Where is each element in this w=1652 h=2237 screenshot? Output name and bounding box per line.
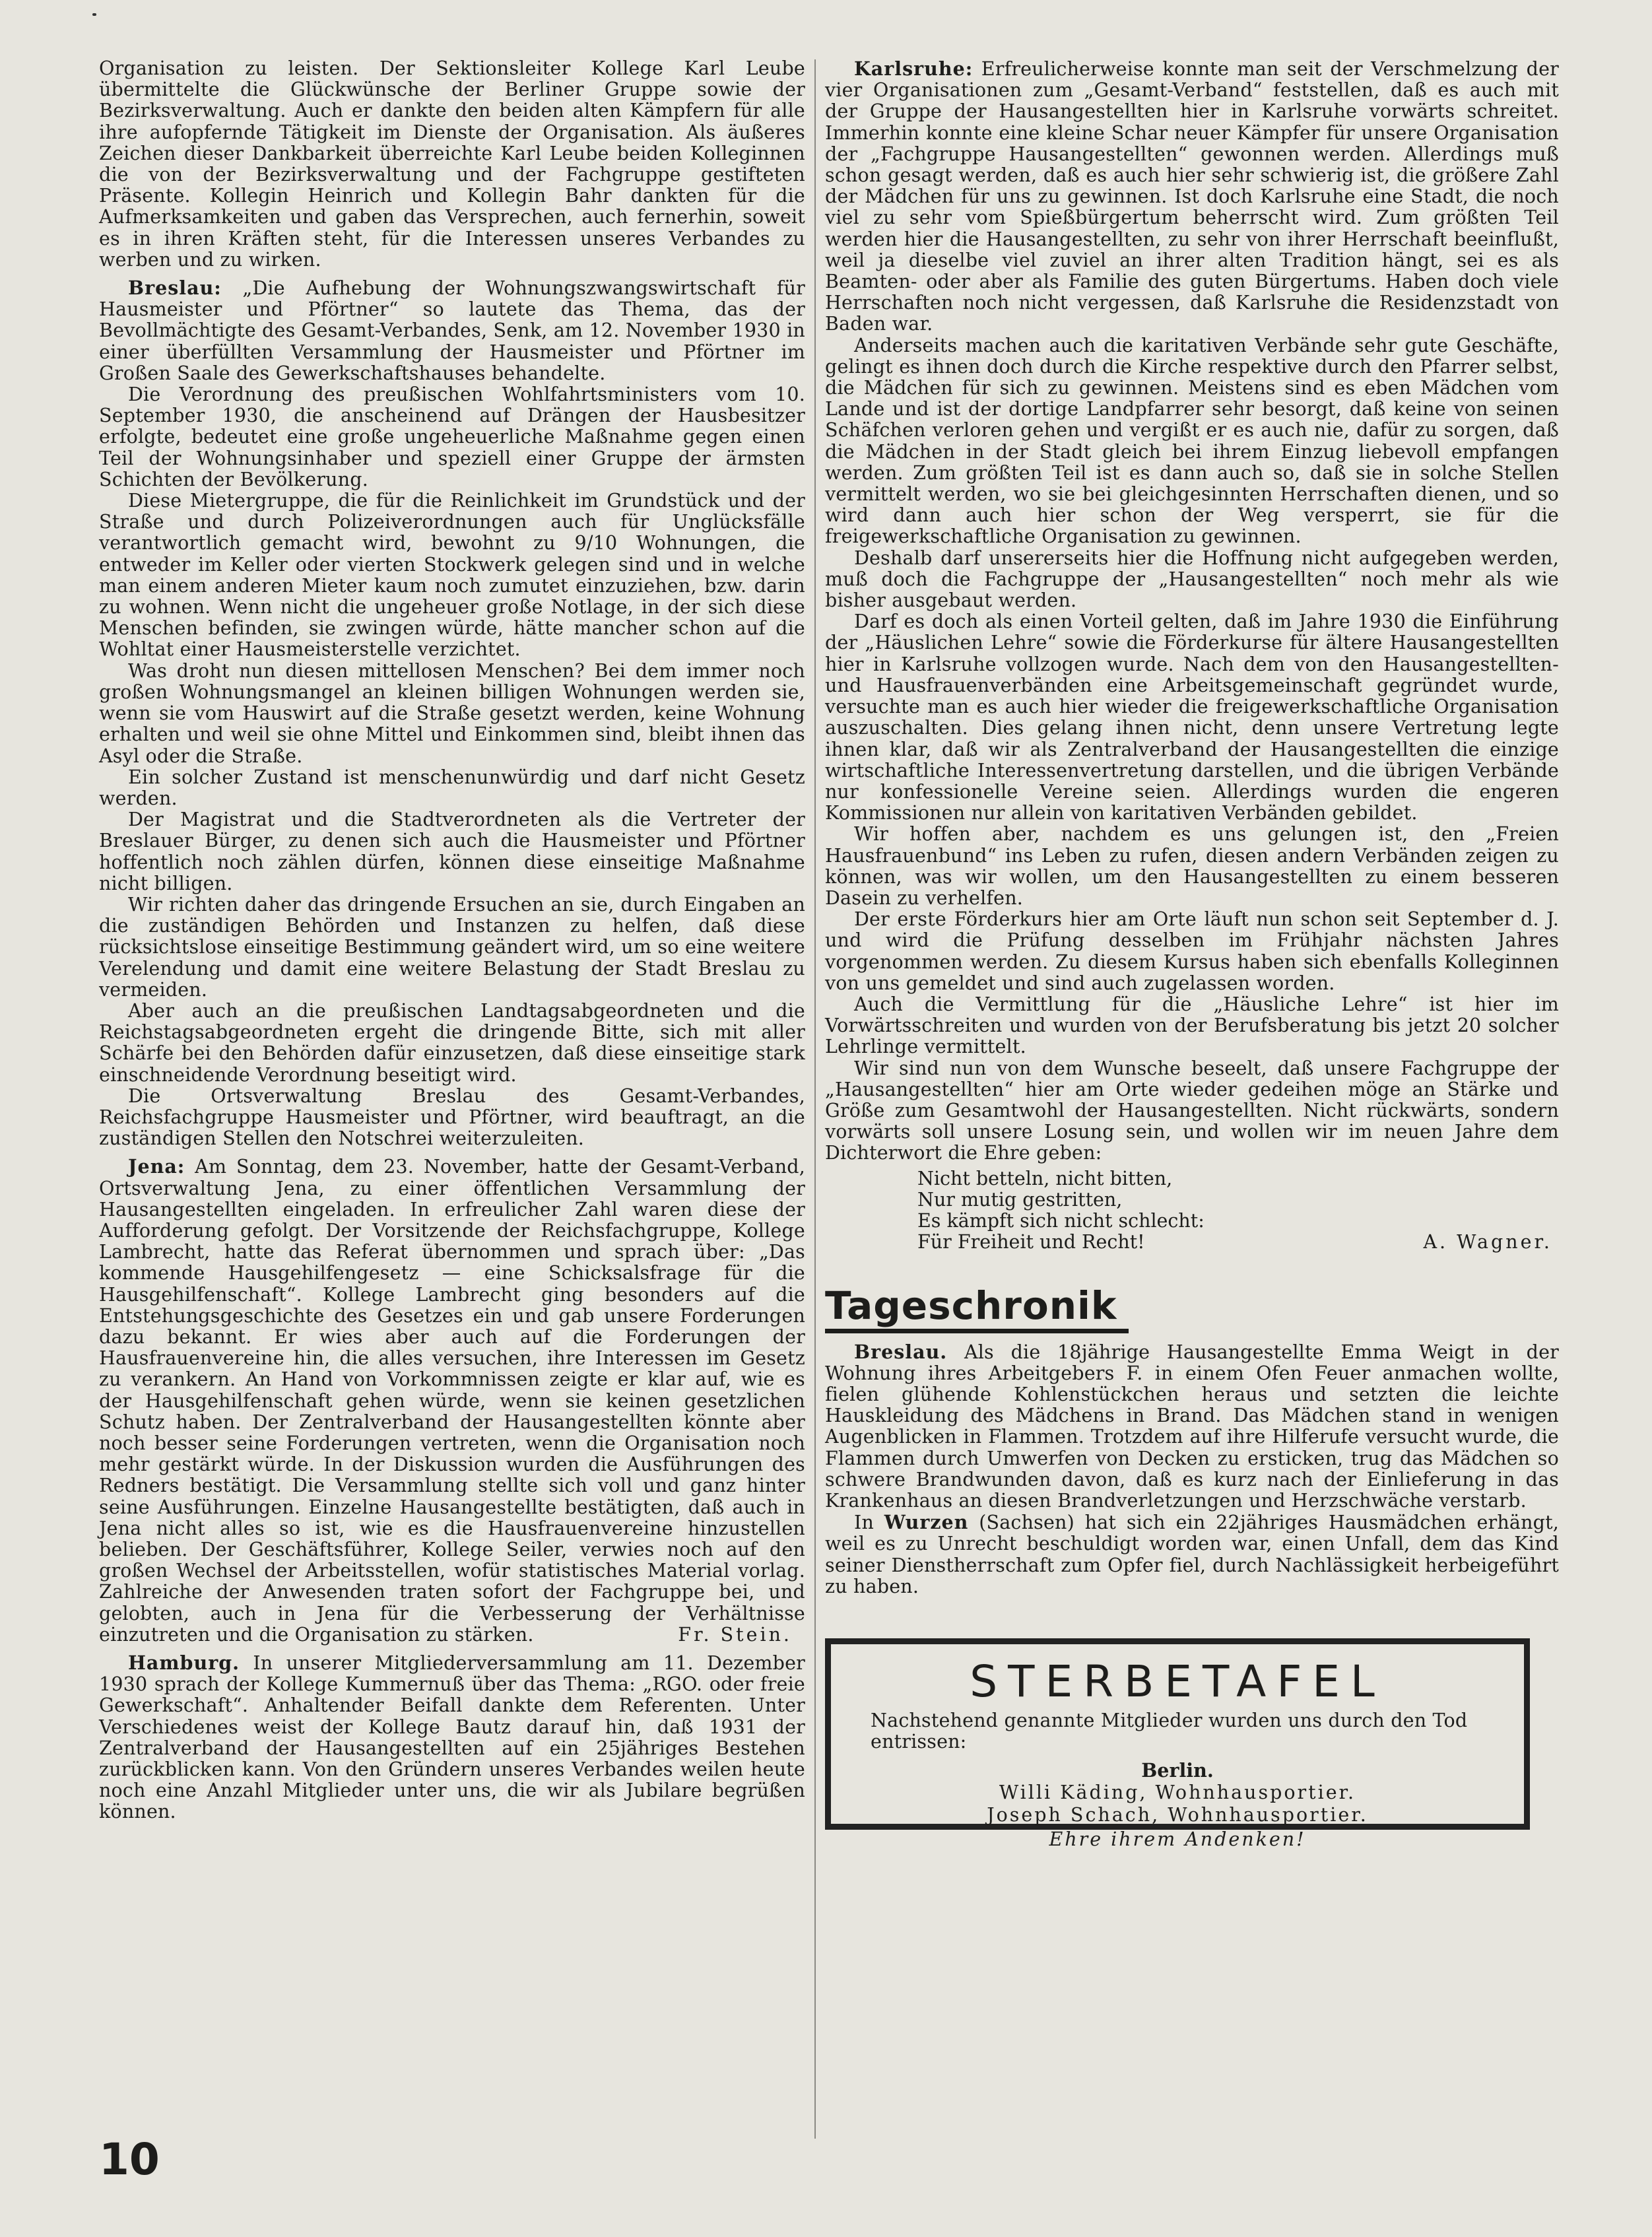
- paragraph-text: Wir sind nun von dem Wunsche beseelt, daß unsere Fachgruppe der „Hausangestellten“ hier am Orte wieder gedeihen möge an Stärke und Größe zum Gesamtwohl der Hausangestellten. Nicht rückwärts, sondern vorwärts soll unsere Losung sein, und wollen wir im neuen Jahre dem Dichterwort die Ehre geben:: [825, 1057, 1559, 1164]
- article-paragraph: [99, 1086, 805, 1150]
- paragraph-text: Als die 18jährige Hausangestellte Emma Weigt in der Wohnung ihres Arbeitgebers F. in einem Ofen Feuer anmachen wollte, fielen glühende Kohlenstückchen heraus und setzten die leichte Hauskleidung des Mädchens in Brand. Das Mädchen stand in wenigen Augenblicken in Flammen. Trotzdem auf ihre Hilferufe versucht wurde, die Flammen durch Umwerfen von Decken zu ersticken, trug das Mädchen so schwere Brandwunden davon, daß es kurz nach der Einlieferung in das Krankenhaus an diesen Brandverletzungen und Herzschwäche verstarb.: [825, 1341, 1560, 1512]
- poem-line: Für Freiheit und Recht!: [917, 1231, 1145, 1253]
- article-paragraph: [99, 1156, 805, 1646]
- article-paragraph: [825, 58, 1559, 335]
- signature: Fr. Stein.: [678, 1623, 792, 1646]
- article-paragraph: [99, 1001, 805, 1086]
- paragraph-text: Aber auch an die preußischen Landtagsabgeordneten und die Reichstagsabgeordneten ergeht die dringende Bitte, sich mit aller Schärfe bei den Behörden dafür einzusetzen, daß diese einseitige stark einschneidende Verordnung beseitigt wird.: [99, 999, 805, 1086]
- sterbetafel-name: Willi Käding, Wohnhausportier.: [999, 1782, 1356, 1804]
- article-paragraph: [99, 490, 805, 661]
- city-dateline: Hamburg.: [128, 1652, 240, 1675]
- article-paragraph: [99, 1652, 805, 1823]
- paragraph-text: Organisation zu leisten. Der Sektionsleiter Kollege Karl Leube übermittelte die Glückwünsche der Berliner Gruppe sowie der Bezirksverwaltung. Auch er dankte den beiden alten Kämpfern für alle ihre aufopfernde Tätigkeit im Dienste der Organisation. Als äußeres Zeichen dieser Dankbarkeit überreichte Karl Leube beiden Kolleginnen die von der Bezirksverwaltung und der Fachgruppe gestifteten Präsente. Kollegin Heinrich und Kollegin Bahr dankten für die Aufmerksamkeiten und gaben das Versprechen, auch fernerhin, soweit es in ihren Kräften steht, für die Interessen unseres Verbandes zu werben und zu wirken.: [99, 57, 805, 271]
- article-paragraph: [825, 548, 1559, 612]
- column-divider: [814, 59, 816, 2139]
- left-column: [99, 58, 805, 1823]
- article-paragraph: [825, 909, 1559, 994]
- paragraph-lead: In: [854, 1512, 875, 1534]
- paragraph-text: Deshalb darf unsererseits hier die Hoffnung nicht aufgegeben werden, muß doch die Fachgruppe der „Hausangestellten“ noch mehr als wie bisher ausgebaut werden.: [825, 547, 1559, 612]
- page-number: 10: [99, 2134, 160, 2185]
- article-paragraph: [825, 611, 1559, 824]
- right-column: [825, 57, 1560, 1851]
- karlsruhe-report: [825, 58, 1559, 1164]
- paragraph-text: Der erste Förderkurs hier am Orte läuft nun schon seit September d. J. und wird die Prüfung desselben im Frühjahr nächsten Jahres vorgenommen werden. Zu diesem Kursus haben sich ebenfalls Kolleginnen von uns gemeldet und sind auch zugelassen worden.: [825, 908, 1559, 994]
- article-paragraph: [99, 58, 805, 271]
- city-dateline: Breslau:: [128, 277, 222, 300]
- article-paragraph: [825, 994, 1559, 1058]
- paragraph-text: Darf es doch als einen Vorteil gelten, daß im Jahre 1930 die Einführung der „Häuslichen Lehre“ sowie die Förderkurse für ältere Hausangestellten hier in Karlsruhe vollzogen wurde. Nach dem von den Hausangestellten- und Hausfrauenverbänden eine Arbeitsgemeinschaft gegründet wurde, versuchte man es auch hier wieder die freigewerkschaftliche Organisation auszuschalten. Dies gelang ihnen nicht, denn unsere Vertretung legte ihnen klar, daß wir als Zentralverband der Hausangestellten die einzige wirtschaftliche Interessenvertretung darstellen, und die übrigen Verbände nur konfessionelle Vereine seien. Allerdings wurden die engeren Kommissionen nur allein von karitativen Verbänden gebildet.: [825, 611, 1559, 824]
- article-paragraph: [825, 1512, 1559, 1597]
- sterbetafel-intro: Nachstehend genannte Mitglieder wurden uns durch den Tod entrissen:: [871, 1710, 1468, 1753]
- article-paragraph: [99, 661, 805, 767]
- article-paragraph: [825, 824, 1559, 909]
- article-paragraph: [99, 809, 805, 894]
- paragraph-text: Diese Mietergruppe, die für die Reinlichkeit im Grundstück und der Straße und durch Polizeiverordnungen auch für Unglücksfälle verantwortlich gemacht wird, bewohnt zu 9/10 Wohnungen, die entweder im Keller oder vierten Stockwerk gelegen sind und in welche man einem anderen Mieter kaum noch zumutet einzuziehen, bzw. darin zu wohnen. Wenn nicht die ungeheuer große Notlage, in der sich diese Menschen befinden, sie zwingen würde, hätte mancher schon auf die Wohltat einer Hausmeisterstelle verzichtet.: [99, 490, 805, 661]
- article-paragraph: [99, 767, 805, 809]
- sterbetafel-name: Joseph Schach, Wohnhausportier.: [987, 1804, 1368, 1826]
- poem-line: Es kämpft sich nicht schlecht:: [917, 1209, 1205, 1232]
- tageschronik-body: [825, 1341, 1559, 1597]
- paragraph-text: Wir hoffen aber, nachdem es uns gelungen ist, den „Freien Hausfrauenbund“ ins Leben zu rufen, diesen andern Verbänden zeigen zu können, was wir wollen, um den Hausangestellten zu einem besseren Dasein zu verhelfen.: [825, 823, 1559, 909]
- poem-line: Nur mutig gestritten,: [917, 1188, 1123, 1211]
- paragraph-text: Der Magistrat und die Stadtverordneten als die Vertreter der Breslauer Bürger, zu denen sich auch die Hausmeister und Pförtner hoffentlich noch zählen dürfen, können diese einseitige Maßnahme nicht billigen.: [99, 809, 805, 894]
- sterbetafel-closing: Ehre ihrem Andenken!: [1049, 1828, 1306, 1851]
- article-paragraph: [99, 894, 805, 1001]
- poem-line: Nicht betteln, nicht bitten,: [917, 1167, 1173, 1189]
- paragraph-text: Auch die Vermittlung für die „Häusliche Lehre“ ist hier im Vorwärtsschreiten und wurden von der Berufsberatung bis jetzt 20 solcher Lehrlinge vermittelt.: [825, 993, 1559, 1058]
- city-dateline: Jena:: [128, 1155, 185, 1178]
- tageschronik-heading: Tageschronik: [825, 1283, 1129, 1333]
- paragraph-text: In unserer Mitgliederversammlung am 11. Dezember 1930 sprach der Kollege Kummernuß über das Thema: „RGO. oder freie Gewerkschaft“. Anhaltender Beifall dankte dem Referenten. Unter Verschiedenes weist der Kollege Bautz darauf hin, daß 1931 der Zentralverband der Hausangestellten auf ein 25jähriges Bestehen zurückblicken kann. Von den Gründern unseres Verbandes weilen heute noch eine Anzahl Mitglieder unter uns, die wir als Jubilare begrüßen können.: [99, 1652, 805, 1823]
- paragraph-text: Die Ortsverwaltung Breslau des Gesamt-Verbandes, Reichsfachgruppe Hausmeister und Pförtner, wird beauftragt, an die zuständigen Stellen den Notschrei weiterzuleiten.: [99, 1085, 805, 1150]
- sterbetafel-city: Berlin.: [1141, 1759, 1214, 1782]
- paragraph-text: Was droht nun diesen mittellosen Menschen? Bei dem immer noch großen Wohnungsmangel an kleinen billigen Wohnungen werden sie, wenn sie vom Hauswirt auf die Straße gesetzt werden, keine Wohnung erhalten und weil sie ohne Mittel und Einkommen sind, bleibt ihnen das Asyl oder die Straße.: [99, 659, 805, 767]
- paragraph-text: Anderseits machen auch die karitativen Verbände sehr gute Geschäfte, gelingt es ihnen doch durch die Kirche respektive durch den Pfarrer selbst, die Mädchen für sich zu gewinnen. Meistens sind es eben Mädchen vom Lande und ist der dortige Landpfarrer sehr besorgt, daß keine von seinen Schäfchen verloren gehen und vergißt er es auch nie, dafür zu sorgen, daß die Mädchen in der Stadt gleich bei ihrem Einzug liebevoll empfangen werden. Zum größten Teil ist es dann auch so, daß sie in solche Stellen vermittelt werden, wo sie bei gleichgesinnten Herrschaften dienen, und so wird dann auch hier schon der Weg versperrt, sie für die freigewerkschaftliche Organisation zu gewinnen.: [825, 334, 1559, 548]
- article-paragraph: [99, 384, 805, 490]
- article-paragraph: [825, 1058, 1559, 1164]
- city-dateline: Breslau.: [854, 1340, 948, 1363]
- paragraph-text: Am Sonntag, dem 23. November, hatte der Gesamt-Verband, Ortsverwaltung Jena, zu einer öffentlichen Versammlung der Hausangestellten eingeladen. In erfreulicher Zahl waren diese der Aufforderung gefolgt. Der Vorsitzende der Reichsfachgruppe, Kollege Lambrecht, hatte das Referat übernommen und sprach über: „Das kommende Hausgehilfengesetz — eine Schicksalsfrage für die Hausgehilfenschaft“. Kollege Lambrecht ging besonders auf die Entstehungsgeschichte des Gesetzes ein und gab unsere Forderungen dazu bekannt. Er wies aber auch auf die Forderungen der Hausfrauenvereine hin, die alles versuchen, ihre Interessen im Gesetz zu verankern. An Hand von Vorkommnissen zeigte er klar auf, wie es der Hausgehilfenschaft gehen würde, wenn sie keinen gesetzlichen Schutz haben. Der Zentralverband der Hausangestellten könnte aber noch besser seine Forderungen vertreten, wenn die Organisation noch mehr gestärkt würde. In der Diskussion wurden die Ausführungen des Redners bestätigt. Die Versammlung stellte sich voll und ganz hinter seine Ausführungen. Einzelne Hausangestellte bestätigten, daß auch in Jena nicht alles so ist, wie es die Hausfrauenvereine hinzustellen belieben. Der Geschäftsführer, Kollege Seiler, verwies noch auf den großen Wechsel der Arbeitsstellen, wofür statistisches Material vorlag. Zahlreiche der Anwesenden traten sofort der Fachgruppe bei, und gelobten, auch in Jena für die Verbesserung der Verhältnisse einzutreten und die Organisation zu stärken.: [99, 1156, 805, 1646]
- city-dateline: Wurzen: [884, 1511, 969, 1534]
- paragraph-text: Ein solcher Zustand ist menschenunwürdig und darf nicht Gesetz werden.: [99, 766, 805, 809]
- article-paragraph: [825, 1341, 1559, 1512]
- poem-author: A. Wagner.: [1423, 1231, 1552, 1253]
- paragraph-text: „Die Aufhebung der Wohnungszwangswirtschaft für Hausmeister und Pförtner“ so lautete das Thema, das der Bevollmächtigte des Gesamt-Verbandes, Senk, am 12. November 1930 in einer überfüllten Versammlung der Hausmeister und Pförtner im Großen Saale des Gewerkschaftshauses behandelte.: [99, 277, 805, 384]
- sterbetafel-title: STERBETAFEL: [970, 1656, 1385, 1708]
- print-speck: [92, 13, 96, 16]
- article-paragraph: [99, 277, 805, 384]
- paragraph-text: (Sachsen) hat sich ein 22jähriges Hausmädchen erhängt, weil es zu Unrecht beschuldigt worden war, einen Unfall, dem das Kind seiner Dienstherrschaft zum Opfer fiel, durch Nachlässigkeit herbeigeführt zu haben.: [825, 1512, 1559, 1597]
- paragraph-text: Erfreulicherweise konnte man seit der Verschmelzung der vier Organisationen zum „Gesamt-Verband“ feststellen, daß es auch mit der Gruppe der Hausangestellten hier in Karlsruhe vorwärts schreitet. Immerhin konnte eine kleine Schar neuer Kämpfer für unsere Organisation der „Fachgruppe Hausangestellten“ gewonnen werden. Allerdings muß schon gesagt werden, daß es auch hier sehr schwierig ist, die größere Zahl der Mädchen für uns zu gewinnen. Ist doch Karlsruhe eine Stadt, die noch viel zu sehr vom Spießbürgertum beherrscht wird. Zum größten Teil werden hier die Hausangestellten, zu sehr von ihrer Herrschaft beeinflußt, weil ja dieselbe viel zuviel an ihrer alten Tradition hängt, sei es als Beamten- oder aber als Familie des guten Bürgertums. Haben doch viele Herrschaften noch nicht vergessen, daß Karlsruhe die Residenzstadt von Baden war.: [825, 58, 1559, 335]
- paragraph-text: Wir richten daher das dringende Ersuchen an sie, durch Eingaben an die zuständigen Behörden und Instanzen zu helfen, daß diese rücksichtslose einseitige Bestimmung geändert wird, um so eine weitere Verelendung und damit eine weitere Belastung der Stadt Breslau zu vermeiden.: [99, 893, 805, 1001]
- sterbetafel-box: [825, 1638, 1530, 1851]
- article-paragraph: [825, 335, 1559, 548]
- paragraph-text: Die Verordnung des preußischen Wohlfahrtsministers vom 10. September 1930, die anscheinend auf Drängen der Hausbesitzer erfolgte, bedeutet eine große ungeheuerliche Maßnahme gegen einen Teil der Wohnungsinhaber und speziell einer Gruppe der ärmsten Schichten der Bevölkerung.: [99, 384, 805, 490]
- city-dateline: Karlsruhe:: [854, 57, 974, 80]
- poem: [917, 1168, 1559, 1253]
